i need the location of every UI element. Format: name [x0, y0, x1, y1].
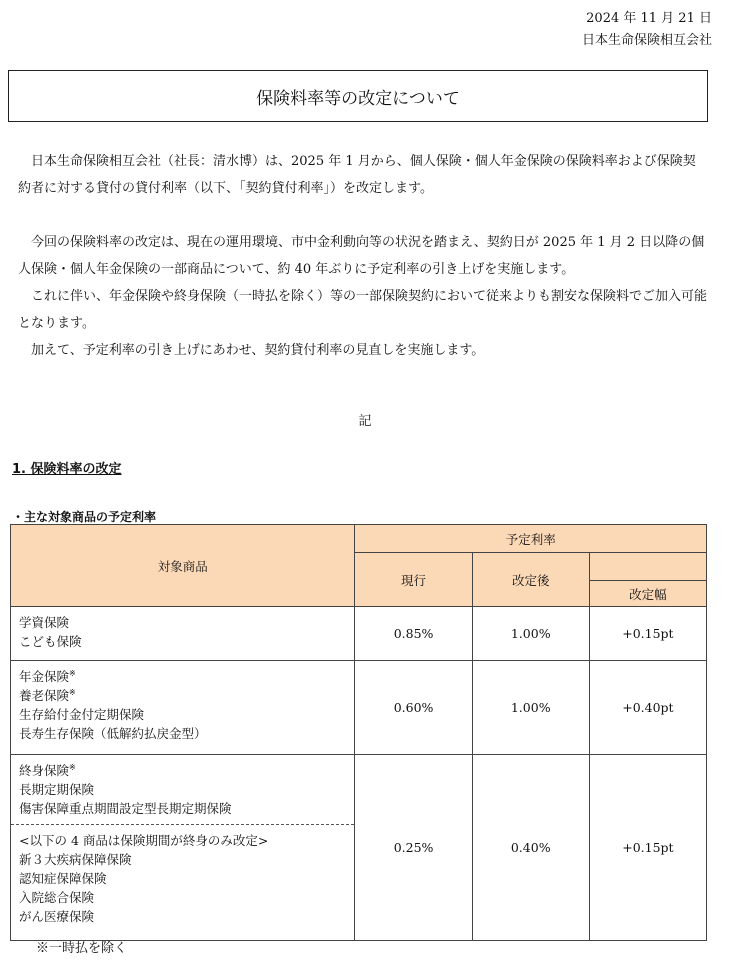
product-cell — [11, 661, 355, 755]
rate-diff: +0.15pt — [589, 607, 706, 661]
product-name-line — [19, 761, 346, 780]
document-date-block — [582, 8, 712, 52]
rate-table — [10, 524, 707, 941]
product-name: 認知症保障保険 — [19, 871, 107, 886]
intro-text-3: これに伴い、年金保険や終身保険（一時払を除く）等の一部保険契約において従来よりも割安な保険料でご加入可能となります。 — [18, 289, 708, 331]
product-name-line — [19, 686, 346, 705]
intro-text-4: 加えて、予定利率の引き上げにあわせ、契約貸付利率の見直しを実施します。 — [31, 343, 485, 358]
product-name: 年金保険 — [19, 669, 70, 684]
product-name: 養老保険 — [19, 688, 70, 703]
ki-heading: 記 — [358, 414, 372, 429]
product-name: 学資保険 — [19, 615, 70, 630]
table-row — [11, 661, 707, 755]
footnote-mark: ※ — [69, 669, 76, 678]
product-name: 終身保険 — [19, 763, 70, 778]
product-name: 新３大疾病保障保険 — [19, 852, 132, 867]
footnote-mark: ※ — [69, 763, 76, 772]
footnote-mark: ※ — [69, 688, 76, 697]
intro-paragraph-1 — [18, 148, 708, 202]
product-name: がん医療保険 — [19, 909, 95, 924]
rate-diff: +0.15pt — [589, 755, 706, 941]
product-name: 入院総合保険 — [19, 890, 95, 905]
after-rate: 1.00% — [472, 661, 589, 755]
intro-paragraphs — [18, 229, 708, 364]
product-name: 傷害保障重点期間設定型長期定期保険 — [19, 801, 232, 816]
product-name: 長期定期保険 — [19, 782, 95, 797]
document-date: 2024 年 11 月 21 日 — [586, 11, 712, 26]
header-diff: 改定幅 — [589, 581, 706, 607]
header-product: 対象商品 — [11, 525, 355, 607]
product-name: こども保険 — [19, 634, 82, 649]
intro-text-1: 日本生命保険相互会社（社長：清水博）は、2025 年 1 月から、個人保険・個人年金保険の保険料率および保険契約者に対する貸付の貸付利率（以下、「契約貸付利率」）を改定します。 — [18, 154, 696, 196]
after-rate: 0.40% — [472, 755, 589, 941]
intro-text-2: 今回の保険料率の改定は、現在の運用環境、市中金利動向等の状況を踏まえ、契約日が 2025 年 1 月 2 日以降の個人保険・個人年金保険の一部商品について、約 40 年ぶりに予定利率の引き上げを実施します。 — [18, 235, 705, 277]
current-rate: 0.25% — [355, 755, 472, 941]
product-name: 生存給付金付定期保険 — [19, 707, 145, 722]
current-rate: 0.60% — [355, 661, 472, 755]
table-row — [11, 607, 707, 661]
document-title-box — [8, 70, 708, 122]
section-heading: 1. 保険料率の改定 — [12, 462, 122, 477]
table-row — [11, 755, 707, 941]
dotted-divider — [11, 824, 354, 825]
product-cell — [11, 755, 355, 941]
company-name: 日本生命保険相互会社 — [581, 33, 712, 48]
rate-diff: +0.40pt — [589, 661, 706, 755]
current-rate: 0.85% — [355, 607, 472, 661]
scope-note: <以下の 4 商品は保険期間が終身のみ改定> — [19, 833, 269, 848]
footnote: ※一時払を除く — [36, 941, 128, 956]
product-cell — [11, 607, 355, 661]
document-title: 保険料率等の改定について — [256, 88, 460, 109]
header-after: 改定後 — [472, 553, 589, 607]
product-name-line — [19, 667, 346, 686]
header-current: 現行 — [355, 553, 472, 607]
product-name: 長寿生存保険（低解約払戻金型） — [19, 726, 207, 741]
after-rate: 1.00% — [472, 607, 589, 661]
header-rate: 予定利率 — [355, 525, 707, 553]
table-caption: ・主な対象商品の予定利率 — [12, 510, 157, 524]
